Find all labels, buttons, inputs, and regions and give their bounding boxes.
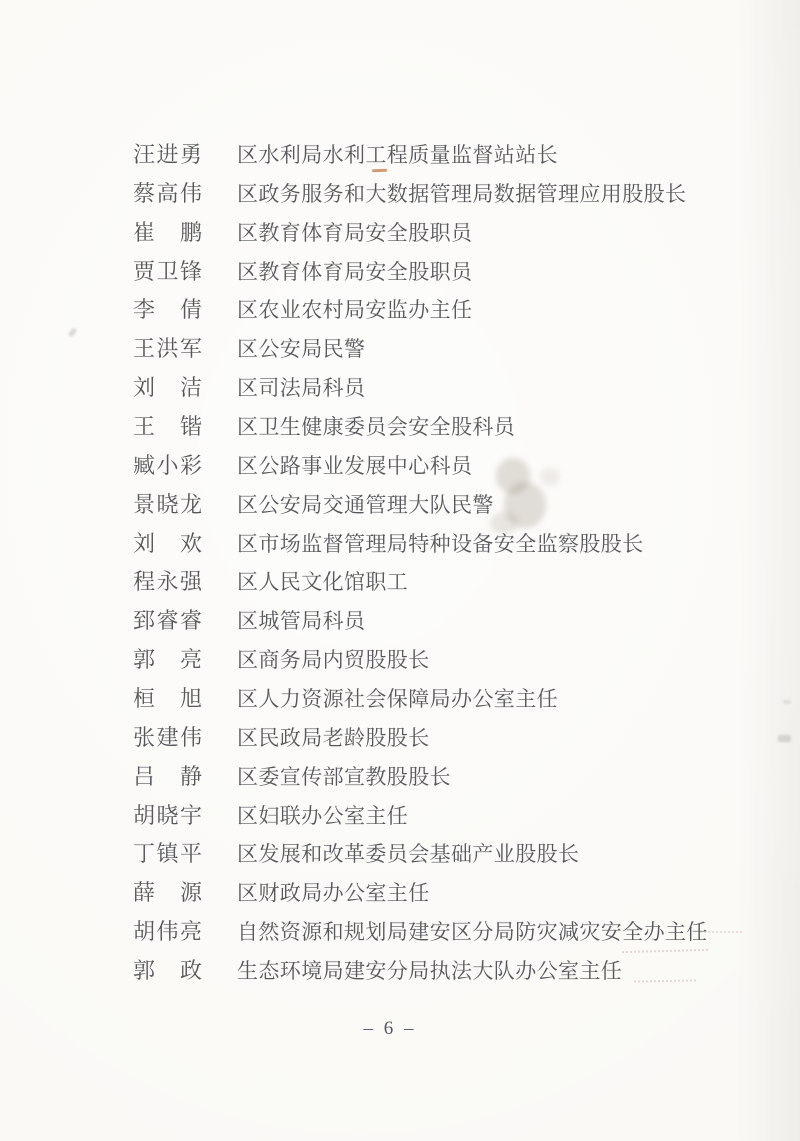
personnel-roster bbox=[133, 136, 778, 991]
person-name: 程永强 bbox=[133, 569, 204, 595]
person-name: 郭 政 bbox=[133, 958, 204, 984]
roster-row bbox=[133, 641, 778, 680]
person-name: 郭 亮 bbox=[133, 647, 204, 673]
person-title: 区市场监督管理局特种设备安全监察股股长 bbox=[237, 531, 644, 556]
person-title: 区民政局老龄股股长 bbox=[237, 725, 430, 750]
person-name: 臧小彩 bbox=[133, 452, 204, 478]
person-title: 区委宣传部宣教股股长 bbox=[237, 764, 451, 789]
person-title: 区公安局交通管理大队民警 bbox=[237, 492, 494, 517]
roster-row bbox=[133, 408, 778, 447]
person-name: 汪进勇 bbox=[133, 142, 204, 167]
roster-row bbox=[133, 291, 778, 330]
person-title: 区卫生健康委员会安全股科员 bbox=[237, 415, 516, 440]
person-title: 区商务局内贸股股长 bbox=[237, 648, 430, 673]
person-title: 区公安局民警 bbox=[237, 337, 366, 362]
roster-row bbox=[133, 253, 778, 292]
person-title: 区农业农村局安监办主任 bbox=[237, 298, 473, 323]
scan-smudge bbox=[783, 700, 791, 704]
person-title: 区人力资源社会保障局办公室主任 bbox=[237, 687, 558, 712]
page-number: – 6 – bbox=[363, 1018, 417, 1039]
person-name: 刘 洁 bbox=[133, 375, 204, 401]
roster-row bbox=[133, 486, 778, 525]
orange-underline-mark bbox=[372, 169, 387, 173]
person-name: 景晓龙 bbox=[133, 491, 204, 517]
person-title: 区城管局科员 bbox=[237, 609, 366, 634]
person-name: 王洪军 bbox=[133, 336, 204, 362]
scan-smudge bbox=[778, 735, 791, 742]
roster-row bbox=[133, 525, 778, 564]
roster-row bbox=[133, 797, 778, 836]
person-name: 桓 旭 bbox=[133, 686, 204, 712]
roster-row bbox=[133, 563, 778, 602]
person-title: 区司法局科员 bbox=[237, 376, 366, 401]
person-name: 贾卫锋 bbox=[133, 258, 204, 284]
roster-row bbox=[133, 874, 778, 913]
roster-row bbox=[133, 719, 778, 758]
roster-row bbox=[133, 913, 778, 952]
roster-row bbox=[133, 835, 778, 874]
person-name: 郅睿睿 bbox=[133, 608, 204, 634]
roster-row bbox=[133, 447, 778, 486]
person-name: 王 锴 bbox=[133, 414, 204, 440]
roster-row bbox=[133, 136, 778, 175]
person-title: 生态环境局建安分局执法大队办公室主任 bbox=[237, 959, 623, 984]
person-name: 丁镇平 bbox=[133, 841, 204, 867]
person-title: 自然资源和规划局建安区分局防灾减灾安全办主任 bbox=[237, 920, 708, 945]
roster-row bbox=[133, 369, 778, 408]
person-name: 薛 源 bbox=[133, 880, 204, 906]
person-name: 吕 静 bbox=[133, 763, 204, 789]
roster-row bbox=[133, 952, 778, 991]
person-name: 胡伟亮 bbox=[133, 919, 204, 945]
person-title: 区教育体育局安全股职员 bbox=[237, 220, 473, 245]
person-title: 区教育体育局安全股职员 bbox=[237, 259, 473, 284]
person-name: 李 倩 bbox=[133, 297, 204, 323]
roster-row bbox=[133, 758, 778, 797]
person-title: 区政务服务和大数据管理局数据管理应用股股长 bbox=[237, 181, 687, 206]
person-name: 刘 欢 bbox=[133, 530, 204, 556]
roster-row bbox=[133, 175, 778, 214]
person-name: 崔 鹏 bbox=[133, 219, 204, 245]
person-name: 蔡高伟 bbox=[133, 180, 204, 206]
person-title: 区发展和改革委员会基础产业股股长 bbox=[237, 842, 580, 867]
person-title: 区财政局办公室主任 bbox=[237, 881, 430, 906]
person-title: 区公路事业发展中心科员 bbox=[237, 453, 473, 478]
person-title: 区人民文化馆职工 bbox=[237, 570, 409, 595]
roster-row bbox=[133, 214, 778, 253]
scan-smudge bbox=[68, 327, 78, 337]
roster-row bbox=[133, 330, 778, 369]
roster-row bbox=[133, 680, 778, 719]
roster-row bbox=[133, 602, 778, 641]
person-title: 区妇联办公室主任 bbox=[237, 803, 409, 828]
person-title: 区水利局水利工程质量监督站站长 bbox=[237, 143, 558, 167]
person-name: 胡晓宇 bbox=[133, 802, 204, 828]
person-name: 张建伟 bbox=[133, 724, 204, 750]
